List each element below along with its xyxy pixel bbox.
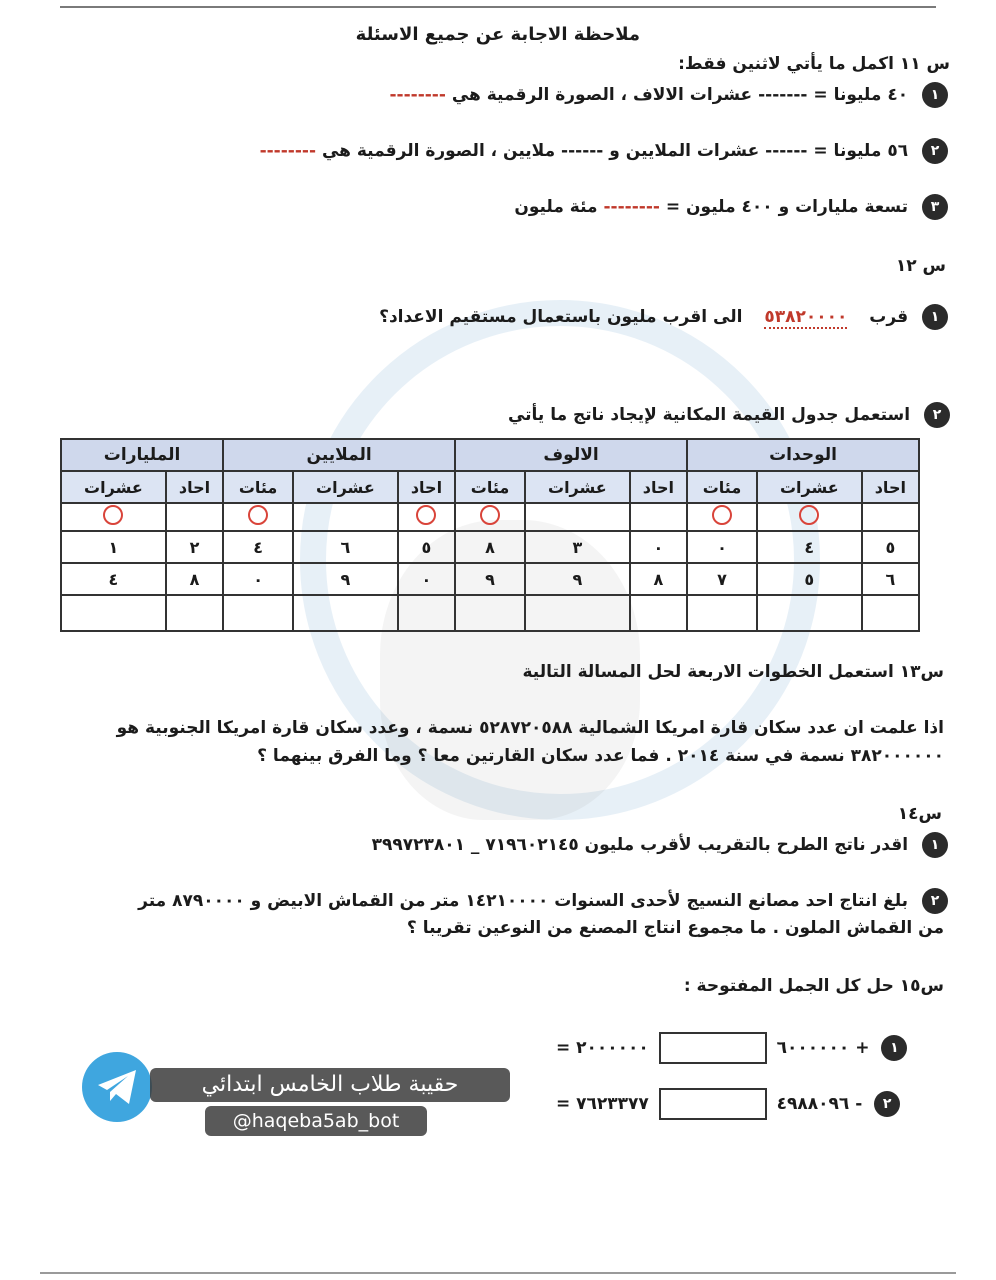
sub-header: مئات (687, 471, 757, 503)
carry-circle-mark (480, 505, 500, 525)
table-cell: ٢ (166, 531, 223, 563)
table-cell: ٧ (687, 563, 757, 595)
q15-item-2-right: = ٤٩٨٨٠٩٦ (556, 1094, 850, 1114)
q15-item-1-right: = ٦٠٠٠٠٠٠ (556, 1038, 850, 1058)
sub-header: عشرات (757, 471, 862, 503)
answer-cell[interactable] (525, 595, 630, 631)
table-cell: ٠ (223, 563, 293, 595)
q11-item-3 (514, 194, 948, 220)
carry-cell (862, 503, 919, 531)
q11-item-1-number: ١ (922, 82, 948, 108)
q15-item-2-left: ٧٦٢٣٣٧٧ - (576, 1094, 863, 1114)
table-cell: ٨ (166, 563, 223, 595)
carry-cell (525, 503, 630, 531)
table-cell: ٥ (757, 563, 862, 595)
q15-item-1-number: ١ (881, 1035, 907, 1061)
answer-cell[interactable] (61, 595, 166, 631)
q15-item-2 (556, 1088, 900, 1120)
q13-line-1: اذا علمت ان عدد سكان قارة امريكا الشمالية ٥٢٨٧٢٠٥٨٨ نسمة ، وعدد سكان قارة امريكا الجنوبية هو (116, 718, 944, 738)
carry-cell (293, 503, 398, 531)
telegram-icon[interactable] (82, 1052, 152, 1122)
q12-item-1-number-value: ٥٣٨٢٠٠٠٠ (764, 307, 848, 327)
q11-item-3-number: ٣ (922, 194, 948, 220)
carry-circle-mark (712, 505, 732, 525)
table-cell: ٨ (455, 531, 525, 563)
q14-item-2-line-1: بلغ انتاج احد مصانع النسيج لأحدى السنوات ١٤٢١٠٠٠٠ متر من القماش الابيض و ٨٧٩٠٠٠٠ متر (138, 891, 909, 911)
q11-item-3-blank: -------- (603, 197, 660, 217)
table-cell: ٤ (223, 531, 293, 563)
q12-item-2 (508, 402, 950, 428)
sub-header: عشرات (61, 471, 166, 503)
answer-cell[interactable] (862, 595, 919, 631)
carry-circle-mark (799, 505, 819, 525)
sub-header: مئات (455, 471, 525, 503)
answer-cell[interactable] (455, 595, 525, 631)
answer-box[interactable] (659, 1088, 767, 1120)
table-cell: ٨ (630, 563, 687, 595)
q11-item-2-text: ٥٦ مليونا = ------ عشرات الملايين و ------ ملايين ، الصورة الرقمية هي (321, 141, 909, 161)
table-cell: ٦ (862, 563, 919, 595)
table-cell: ١ (61, 531, 166, 563)
table-cell: ٠ (687, 531, 757, 563)
answer-cell[interactable] (398, 595, 455, 631)
table-row-1 (61, 531, 919, 563)
q14-item-2-number: ٢ (922, 888, 948, 914)
q12-heading: س ١٢ (895, 256, 946, 276)
carry-cell (630, 503, 687, 531)
bottom-divider (40, 1272, 956, 1274)
q11-item-3-text-a: تسعة مليارات و ٤٠٠ مليون = (665, 197, 909, 217)
sub-header: احاد (862, 471, 919, 503)
table-group-row (61, 439, 919, 471)
group-units: الوحدات (687, 439, 919, 471)
q12-item-2-number: ٢ (924, 402, 950, 428)
q11-item-2-blank: -------- (259, 141, 317, 161)
q11-item-2-number: ٢ (922, 138, 948, 164)
table-cell: ٩ (455, 563, 525, 595)
q14-heading: س١٤ (897, 804, 942, 824)
q14-item-1-text: اقدر ناتج الطرح بالتقريب لأقرب مليون ٧١٩٦٠٢١٤٥ _ ٣٩٩٧٢٣٨٠١ (371, 835, 909, 855)
table-cell: ٦ (293, 531, 398, 563)
table-cell: ٤ (757, 531, 862, 563)
q14-item-1-number: ١ (922, 832, 948, 858)
answer-cell[interactable] (166, 595, 223, 631)
q11-item-1-text: ٤٠ مليونا = ------- عشرات الالاف ، الصورة الرقمية هي (451, 85, 909, 105)
telegram-channel-name[interactable]: حقيبة طلاب الخامس ابتدائي (150, 1068, 510, 1102)
table-answer-row (61, 595, 919, 631)
answer-cell[interactable] (293, 595, 398, 631)
place-value-table (60, 438, 920, 632)
q15-item-1-left: ٢٠٠٠٠٠٠ + (576, 1038, 870, 1058)
table-cell: ٤ (61, 563, 166, 595)
table-cell: ٠ (398, 563, 455, 595)
table-cell: ٠ (630, 531, 687, 563)
q11-heading: س ١١ اكمل ما يأتي لاثنين فقط: (678, 54, 950, 74)
sub-header: عشرات (293, 471, 398, 503)
table-carry-row (61, 503, 919, 531)
q14-item-2-line-2: من القماش الملون . ما مجموع انتاج المصنع من النوعين تقريبا ؟ (406, 918, 944, 938)
q12-item-1-text-a: قرب (869, 307, 909, 327)
sub-header: عشرات (525, 471, 630, 503)
table-cell: ٩ (525, 563, 630, 595)
table-sub-row (61, 471, 919, 503)
table-cell: ٥ (398, 531, 455, 563)
note-heading: ملاحظة الاجابة عن جميع الاسئلة (355, 24, 640, 45)
table-cell: ٩ (293, 563, 398, 595)
carry-cell (687, 503, 757, 531)
carry-cell (398, 503, 455, 531)
answer-cell[interactable] (757, 595, 862, 631)
answer-cell[interactable] (687, 595, 757, 631)
table-row-2 (61, 563, 919, 595)
sub-header: مئات (223, 471, 293, 503)
telegram-handle[interactable]: @haqeba5ab_bot (205, 1106, 427, 1136)
table-cell: ٥ (862, 531, 919, 563)
answer-cell[interactable] (223, 595, 293, 631)
q11-item-2 (260, 138, 948, 164)
answer-cell[interactable] (630, 595, 687, 631)
carry-cell (757, 503, 862, 531)
q13-heading: س١٣ استعمل الخطوات الاربعة لحل المسالة التالية (522, 662, 944, 682)
carry-cell (455, 503, 525, 531)
q13-line-2: ٣٨٢٠٠٠٠٠٠ نسمة في سنة ٢٠١٤ . فما عدد سكان القارتين معا ؟ وما الفرق بينهما ؟ (257, 746, 944, 766)
q15-heading: س١٥ حل كل الجمل المفتوحة : (683, 976, 944, 996)
q12-item-1-number: ١ (922, 304, 948, 330)
carry-circle-mark (103, 505, 123, 525)
sub-header: احاد (398, 471, 455, 503)
table-cell: ٣ (525, 531, 630, 563)
q14-item-1 (372, 832, 948, 858)
carry-cell (223, 503, 293, 531)
group-thousands: الالوف (455, 439, 687, 471)
carry-circle-mark (416, 505, 436, 525)
q11-item-1 (389, 82, 948, 108)
carry-cell (166, 503, 223, 531)
q14-item-2 (138, 888, 948, 914)
q15-item-1 (556, 1032, 907, 1064)
group-millions: الملايين (223, 439, 455, 471)
carry-circle-mark (248, 505, 268, 525)
paper-plane-icon (96, 1068, 138, 1106)
q12-item-2-text: استعمل جدول القيمة المكانية لإيجاد ناتج ما يأتي (507, 405, 911, 425)
carry-cell (61, 503, 166, 531)
q11-item-3-text-b: مئة مليون (514, 197, 598, 217)
answer-box[interactable] (659, 1032, 767, 1064)
sub-header: احاد (630, 471, 687, 503)
sub-header: احاد (166, 471, 223, 503)
q11-item-1-blank: -------- (389, 85, 446, 105)
q12-item-1 (379, 304, 948, 330)
group-billions: المليارات (61, 439, 223, 471)
q15-item-2-number: ٢ (874, 1091, 900, 1117)
top-divider (60, 6, 936, 8)
q12-item-1-text-b: الى اقرب مليون باستعمال مستقيم الاعداد؟ (379, 307, 743, 327)
